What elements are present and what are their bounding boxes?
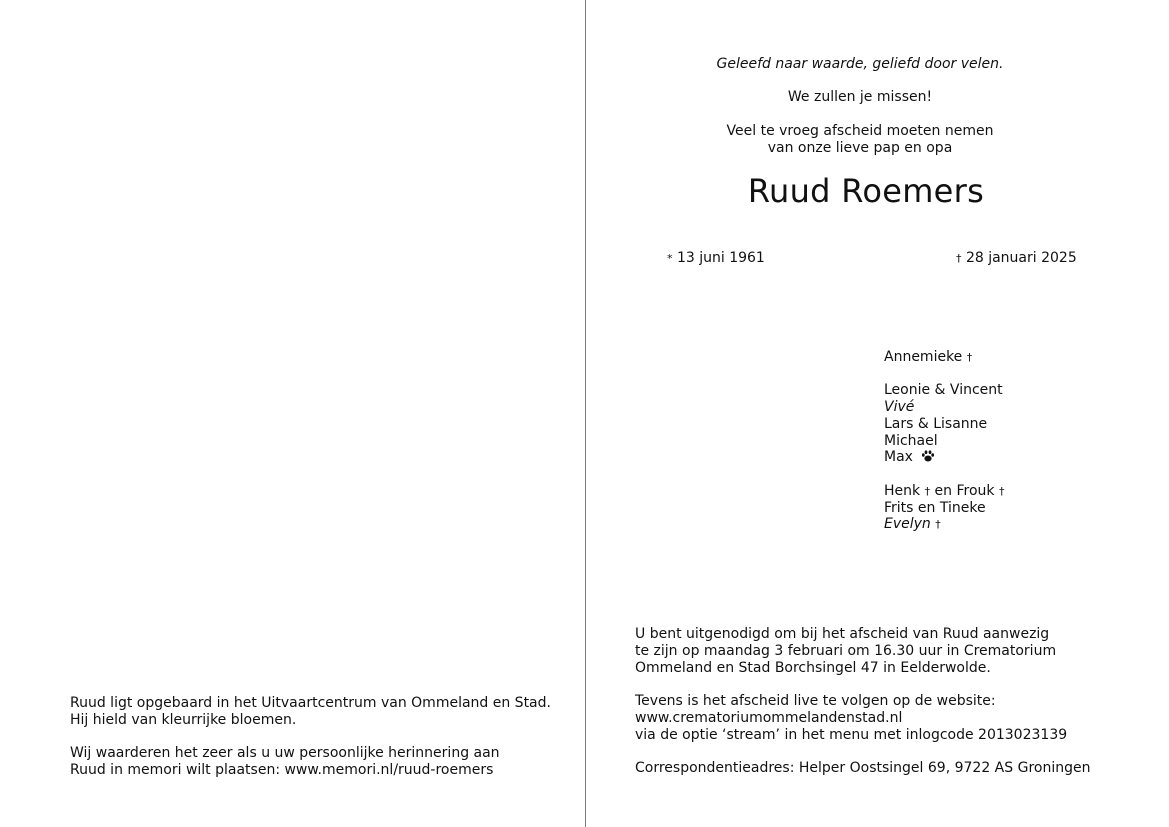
birth-symbol: * [667,252,673,265]
death-date-text: 28 januari 2025 [965,250,1077,266]
stream-line-1: Tevens is het afscheid live te volgen op de website: [635,693,996,709]
grandchild-line: Vivé [884,399,915,416]
cross-icon: † [935,518,941,532]
child-line: Leonie & Vincent [884,382,1003,399]
memori-line-1: Wij waarderen het zeer als u uw persoonlijke herinnering aan [70,745,500,761]
viewing-line-2: Hij hield van kleurrijke bloemen. [70,711,297,728]
deceased-name: Ruud Roemers [747,172,985,210]
invitation-line-1: U bent uitgenodigd om bij het afscheid van Ruud aanwezig [635,626,1050,642]
memori-line-2: Ruud in memori wilt plaatsen: www.memori.nl/ruud-roemers [70,761,494,778]
family-list [884,349,1004,533]
cross-icon: † [924,484,931,498]
cross-icon: † [956,252,962,265]
child-line: Michael [884,432,938,449]
spouse-name: Annemieke [884,349,963,365]
viewing-info [70,695,551,729]
pet-line [884,449,1004,466]
stream-website-link[interactable]: www.crematoriumommelandenstad.nl [635,709,903,726]
birth-date-text: 13 juni 1961 [676,250,765,266]
invitation-text [635,626,1056,676]
viewing-line-1: Ruud ligt opgebaard in het Uitvaartcentrum van Ommeland en Stad. [70,695,551,711]
paw-print-icon [921,450,935,462]
stream-info [635,693,1067,743]
relatives-line-1: Henk † en Frouk † [884,482,1005,499]
stream-line-3: via de optie ‘stream’ in het menu met inlogcode 2013023139 [635,726,1068,743]
relatives-line-2: Frits en Tineke [884,499,986,516]
cross-icon: † [966,351,973,364]
spouse-line [884,349,1004,366]
birth-date [667,250,765,268]
cross-icon: † [998,484,1005,498]
miss-text: We zullen je missen! [787,89,933,105]
invitation-line-3: Ommeland en Stad Borchsingel 47 in Eelderwolde. [635,659,991,676]
memori-info [70,745,500,779]
correspondence-address: Correspondentieadres: Helper Oostsingel 69, 9722 AS Groningen [635,760,1091,776]
pet-name: Max [884,449,913,466]
page-fold-line [585,0,586,827]
death-date [956,250,1077,268]
farewell-line-1: Veel te vroeg afscheid moeten nemen [726,123,994,139]
motto: Geleefd naar waarde, geliefd door velen. [716,56,1004,72]
invitation-line-2: te zijn op maandag 3 februari om 16.30 uur in Crematorium [635,642,1057,659]
farewell-line-2: van onze lieve pap en opa [767,139,953,156]
relatives-line-3: Evelyn † [884,516,941,533]
child-line: Lars & Lisanne [884,415,988,432]
farewell-text [640,123,1080,157]
